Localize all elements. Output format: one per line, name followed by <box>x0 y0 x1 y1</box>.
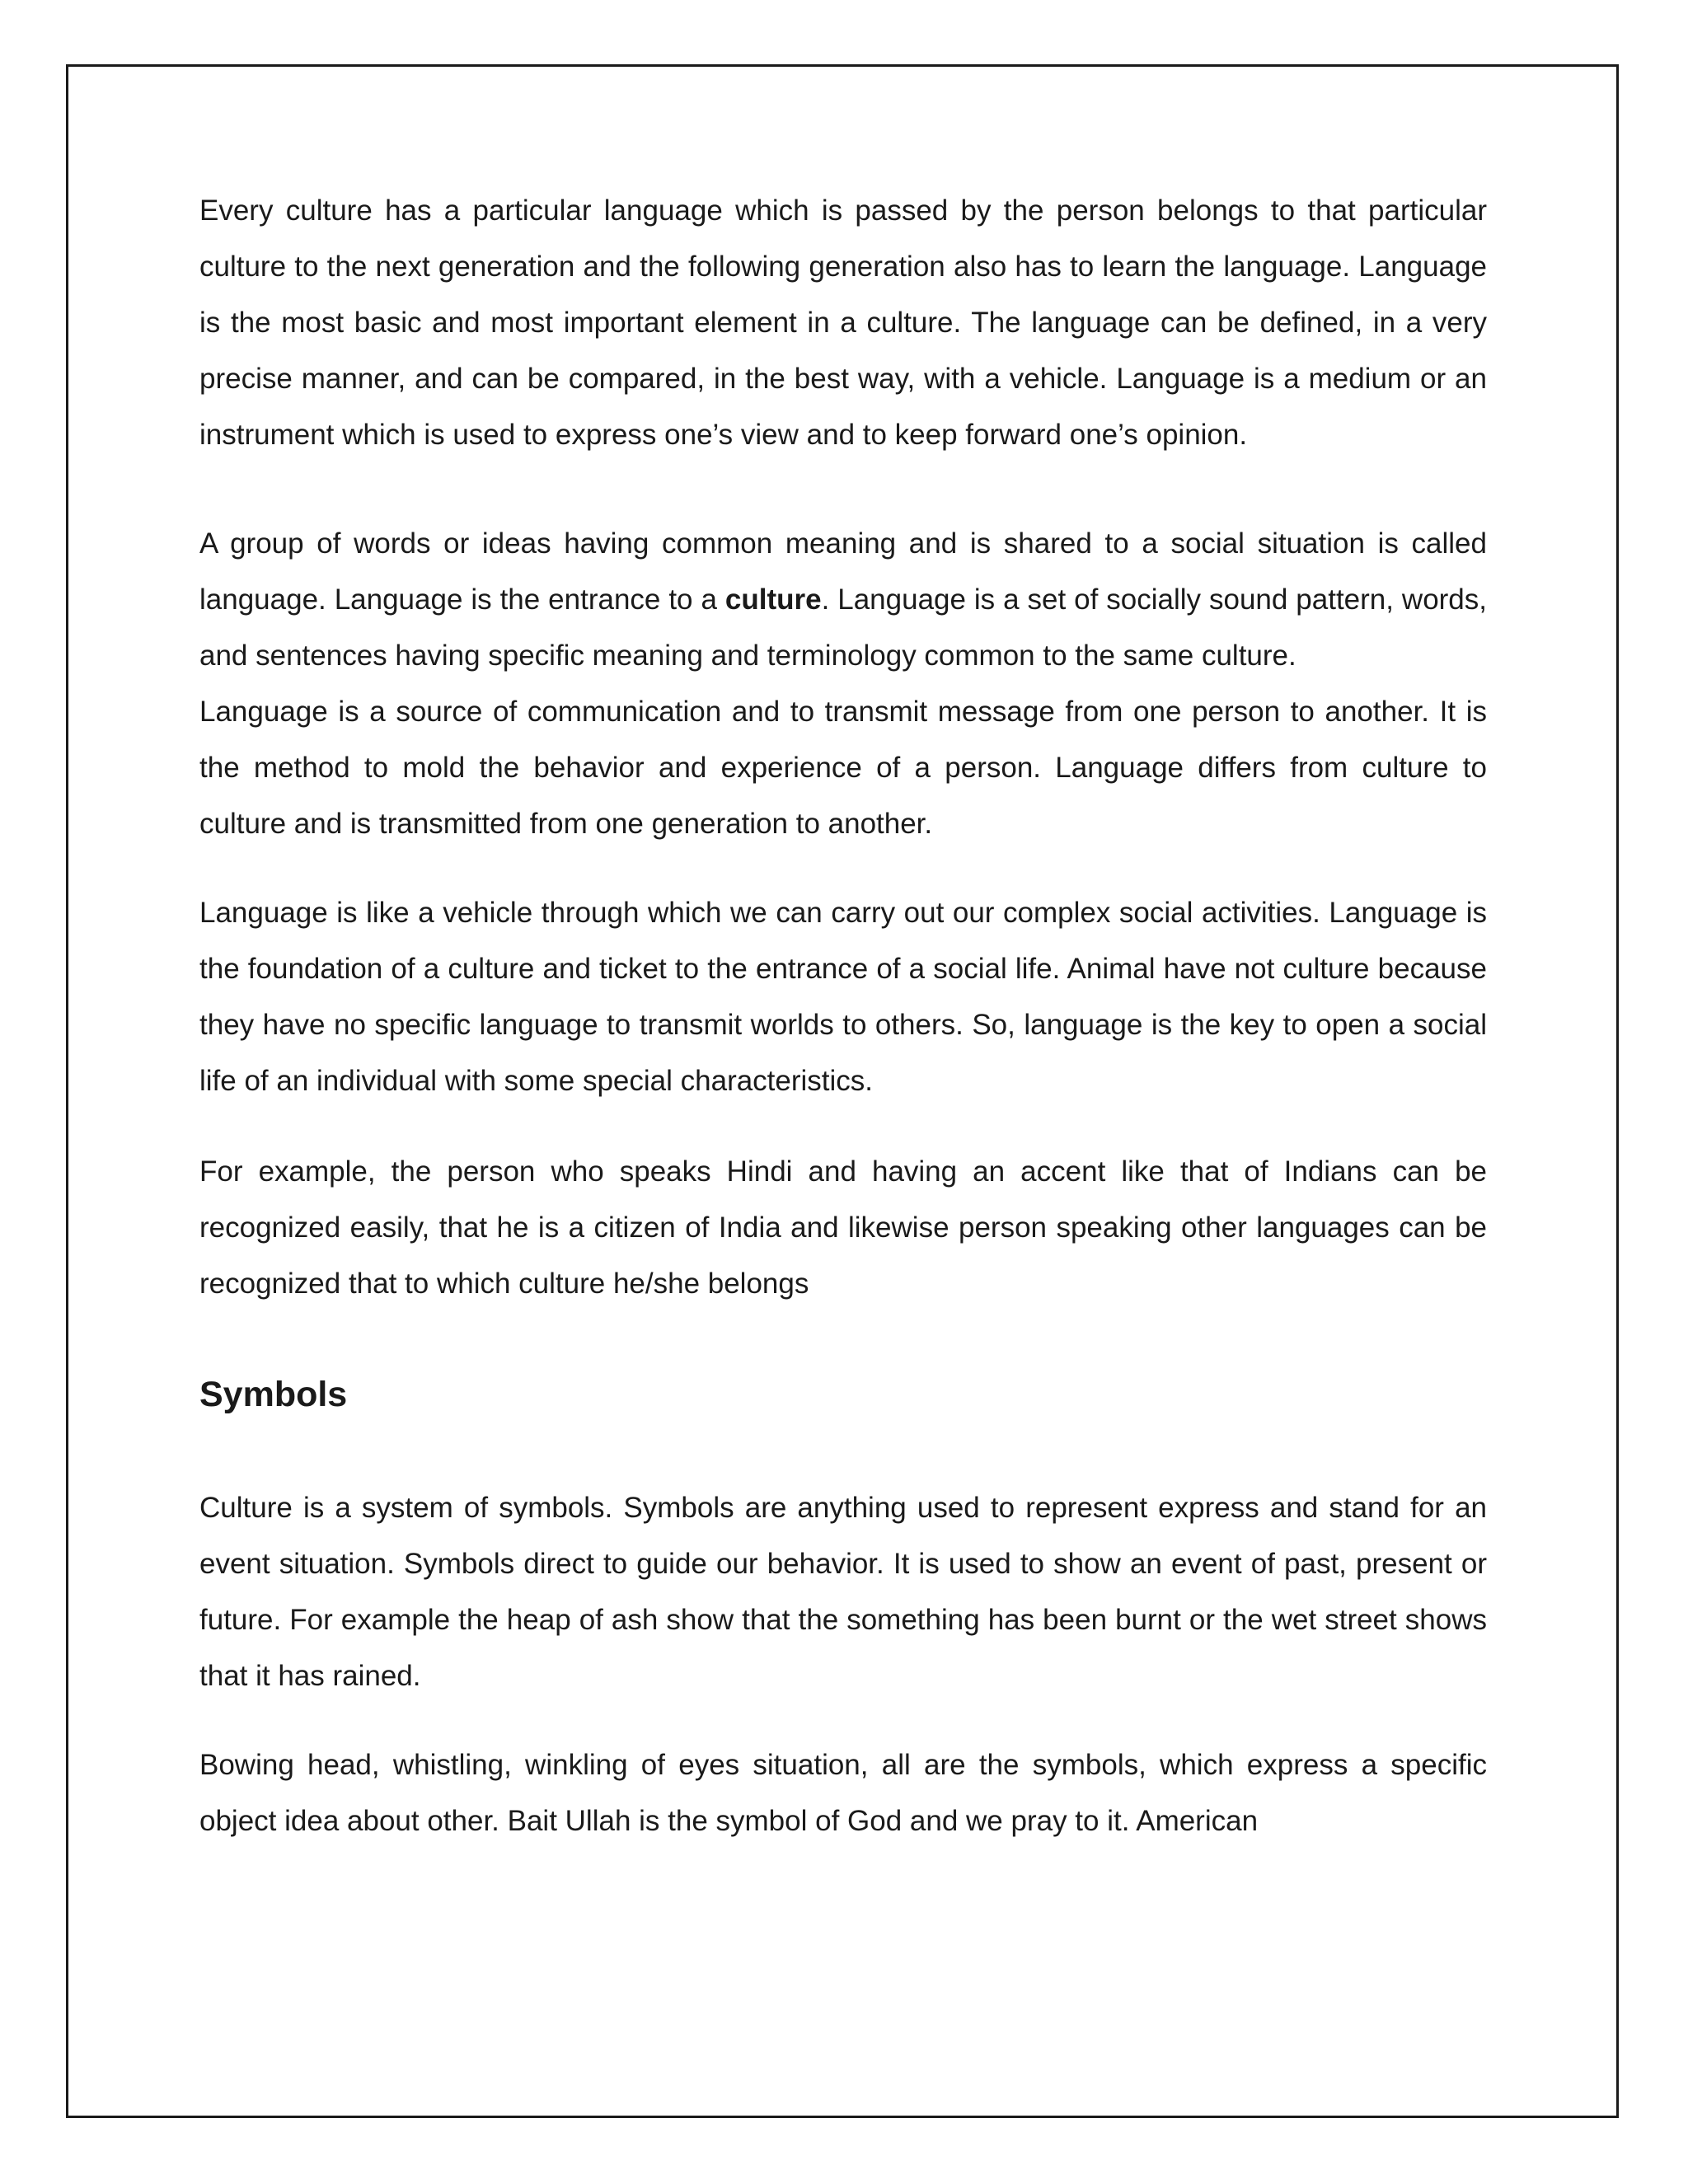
paragraph-language-example: For example, the person who speaks Hindi and having an accent like that of Indians can be recognized easily, that he is a citizen of India and likewise person speaking other languages can be recognized that to which culture he/she belongs <box>199 1155 1487 1300</box>
paragraph-language-intro: Every culture has a particular language which is passed by the person belongs to that particular culture to the next generation and the following generation also has to learn the language. Language is the most basic and most important element in a culture. The language can be defined, in a very precise manner, and can be compared, in the best way, with a vehicle. Language is a medium or an instrument which is used to express one’s view and to keep forward one’s opinion. <box>199 194 1487 451</box>
section-heading-wrapper <box>199 1370 1487 1419</box>
paragraph-language-definition <box>199 516 1487 684</box>
paragraph-text: A group of words or ideas having common meaning and is shared to a social situation is called language. Language is the entrance to a <box>199 527 1487 616</box>
paragraph-language-communication: Language is a source of communication and to transmit message from one person to another. It is the method to mold the behavior and experience of a person. Language differs from culture to culture and is transmitted from one generation to another. <box>199 696 1487 840</box>
paragraph-language-vehicle: Language is like a vehicle through which we can carry out our complex social activities. Language is the foundation of a culture and ticket to the entrance of a social life. Animal have not culture because they have no specific language to transmit worlds to others. So, language is the key to open a social life of an individual with some special characteristics. <box>199 897 1487 1097</box>
emphasized-word-culture: culture <box>724 583 822 616</box>
paragraph-symbols-examples: Bowing head, whistling, winkling of eyes situation, all are the symbols, which express a specific object idea about other. Bait Ullah is the symbol of God and we pray to it. American <box>199 1749 1487 1837</box>
document-body <box>199 183 1487 1849</box>
section-heading-symbols: Symbols <box>199 1375 348 1414</box>
paragraph-symbols-system: Culture is a system of symbols. Symbols are anything used to represent express and stand for an event situation. Symbols direct to guide our behavior. It is used to show an event of past, present or future. For example the heap of ash show that the something has been burnt or the wet street shows that it has rained. <box>199 1492 1487 1692</box>
paragraph-text: . Language is a set of socially sound pattern, words, and sentences having specific meaning and terminology common to the same culture. <box>199 583 1487 672</box>
